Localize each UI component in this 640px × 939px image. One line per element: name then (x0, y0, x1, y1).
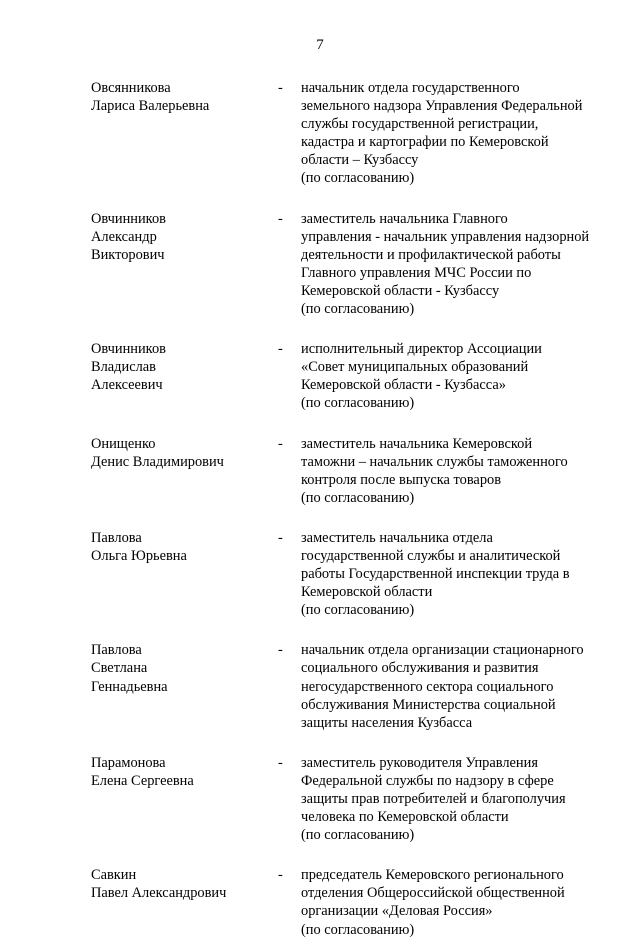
member-position-line: «Совет муниципальных образований (301, 359, 529, 376)
member-name-line: Денис Владимирович (91, 453, 224, 470)
member-entry (0, 79, 640, 188)
member-position-line: государственной службы и аналитической (301, 547, 561, 564)
entry-dash: - (278, 642, 283, 659)
member-position-line: отделения Общероссийской общественной (301, 885, 565, 902)
member-position-line: начальник отдела государственного (301, 80, 520, 96)
member-name (91, 529, 271, 565)
entry-dash: - (278, 435, 283, 452)
member-name-line: Савкин (91, 867, 137, 884)
member-name-line: Овсянникова (91, 80, 171, 96)
member-name (91, 435, 271, 471)
member-position-line: человека по Кемеровской области (301, 809, 509, 826)
member-position-line: председатель Кемеровского регионального (301, 867, 564, 884)
member-position-line: (по согласованию) (301, 170, 415, 187)
member-name-line: Александр (91, 228, 157, 245)
member-entry (0, 641, 640, 731)
member-name-line: Павлова (91, 529, 142, 546)
member-position-line: социального обслуживания и развития (301, 660, 539, 677)
member-name-line: Онищенко (91, 435, 156, 452)
member-name-line: Ольга Юрьевна (91, 547, 187, 564)
member-position-line: управления - начальник управления надзорной (301, 228, 590, 245)
member-position-line: заместитель руководителя Управления (301, 754, 538, 771)
member-position-line: заместитель начальника Главного (301, 210, 508, 227)
member-position-line: Кемеровской области - Кузбассу (301, 282, 500, 299)
member-position-line: обслуживания Министерства социальной (301, 696, 556, 713)
entry-dash: - (278, 754, 283, 771)
member-position-line: (по согласованию) (301, 395, 415, 412)
entry-dash: - (278, 210, 283, 227)
member-name-line: Викторович (91, 246, 165, 263)
member-position-line: Кемеровской области (301, 584, 433, 601)
member-position-line: начальник отдела организации стационарного (301, 642, 584, 659)
member-position-line: Кемеровской области - Кузбасса» (301, 377, 506, 394)
entry-dash: - (278, 529, 283, 546)
member-position-line: службы государственной регистрации, (301, 116, 539, 133)
member-position-line: Главного управления МЧС России по (301, 264, 532, 281)
member-name-line: Павлова (91, 642, 142, 659)
member-entry (0, 529, 640, 619)
member-position-line: земельного надзора Управления Федеральной (301, 98, 583, 115)
member-name-line: Овчинников (91, 210, 166, 227)
member-name (91, 754, 271, 790)
member-name (91, 340, 271, 394)
page-number: 7 (316, 37, 324, 53)
member-name-line: Алексеевич (91, 377, 163, 394)
member-entry (0, 340, 640, 412)
member-position (301, 79, 611, 188)
member-position-line: негосударственного сектора социального (301, 678, 554, 695)
member-name-line: Елена Сергеевна (91, 772, 194, 789)
member-name-line: Владислав (91, 359, 156, 376)
member-position-line: (по согласованию) (301, 921, 415, 938)
member-position-line: (по согласованию) (301, 489, 415, 506)
member-position-line: деятельности и профилактической работы (301, 246, 561, 263)
member-position (301, 435, 611, 507)
member-position-line: кадастра и картографии по Кемеровской (301, 134, 549, 151)
member-position (301, 210, 611, 319)
member-name-line: Овчинников (91, 341, 166, 358)
member-position-line: заместитель начальника Кемеровской (301, 435, 533, 452)
member-name (91, 79, 271, 115)
member-name-line: Лариса Валерьевна (91, 98, 210, 115)
member-position-line: работы Государственной инспекции труда в (301, 566, 570, 583)
member-position-line: (по согласованию) (301, 827, 415, 844)
member-position-line: исполнительный директор Ассоциации (301, 341, 542, 358)
member-position (301, 866, 611, 938)
member-entry (0, 435, 640, 507)
member-entry (0, 210, 640, 319)
member-position-line: области – Кузбассу (301, 152, 419, 169)
member-position-line: защиты прав потребителей и благополучия (301, 791, 566, 807)
member-position-line: заместитель начальника отдела (301, 529, 493, 546)
member-name-line: Парамонова (91, 754, 166, 771)
member-position-line: (по согласованию) (301, 301, 415, 318)
member-position-line: Федеральной службы по надзору в сфере (301, 772, 554, 789)
member-position (301, 340, 611, 412)
member-name-line: Геннадьевна (91, 678, 168, 695)
entry-dash: - (278, 341, 283, 358)
member-entry (0, 866, 640, 938)
member-position-line: (по согласованию) (301, 602, 415, 619)
member-position-line: организации «Деловая Россия» (301, 903, 493, 920)
member-name (91, 866, 271, 902)
member-name (91, 210, 271, 264)
member-position (301, 529, 611, 619)
member-position (301, 754, 611, 844)
member-name-line: Павел Александрович (91, 885, 227, 902)
member-position-line: контроля после выпуска товаров (301, 471, 502, 488)
member-position-line: таможни – начальник службы таможенного (301, 453, 568, 470)
member-name (91, 641, 271, 695)
member-name-line: Светлана (91, 660, 148, 677)
entry-dash: - (278, 867, 283, 884)
member-entry (0, 754, 640, 844)
member-list (0, 79, 640, 939)
member-position (301, 641, 611, 731)
entry-dash: - (278, 80, 283, 96)
member-position-line: защиты населения Кузбасса (301, 714, 473, 731)
